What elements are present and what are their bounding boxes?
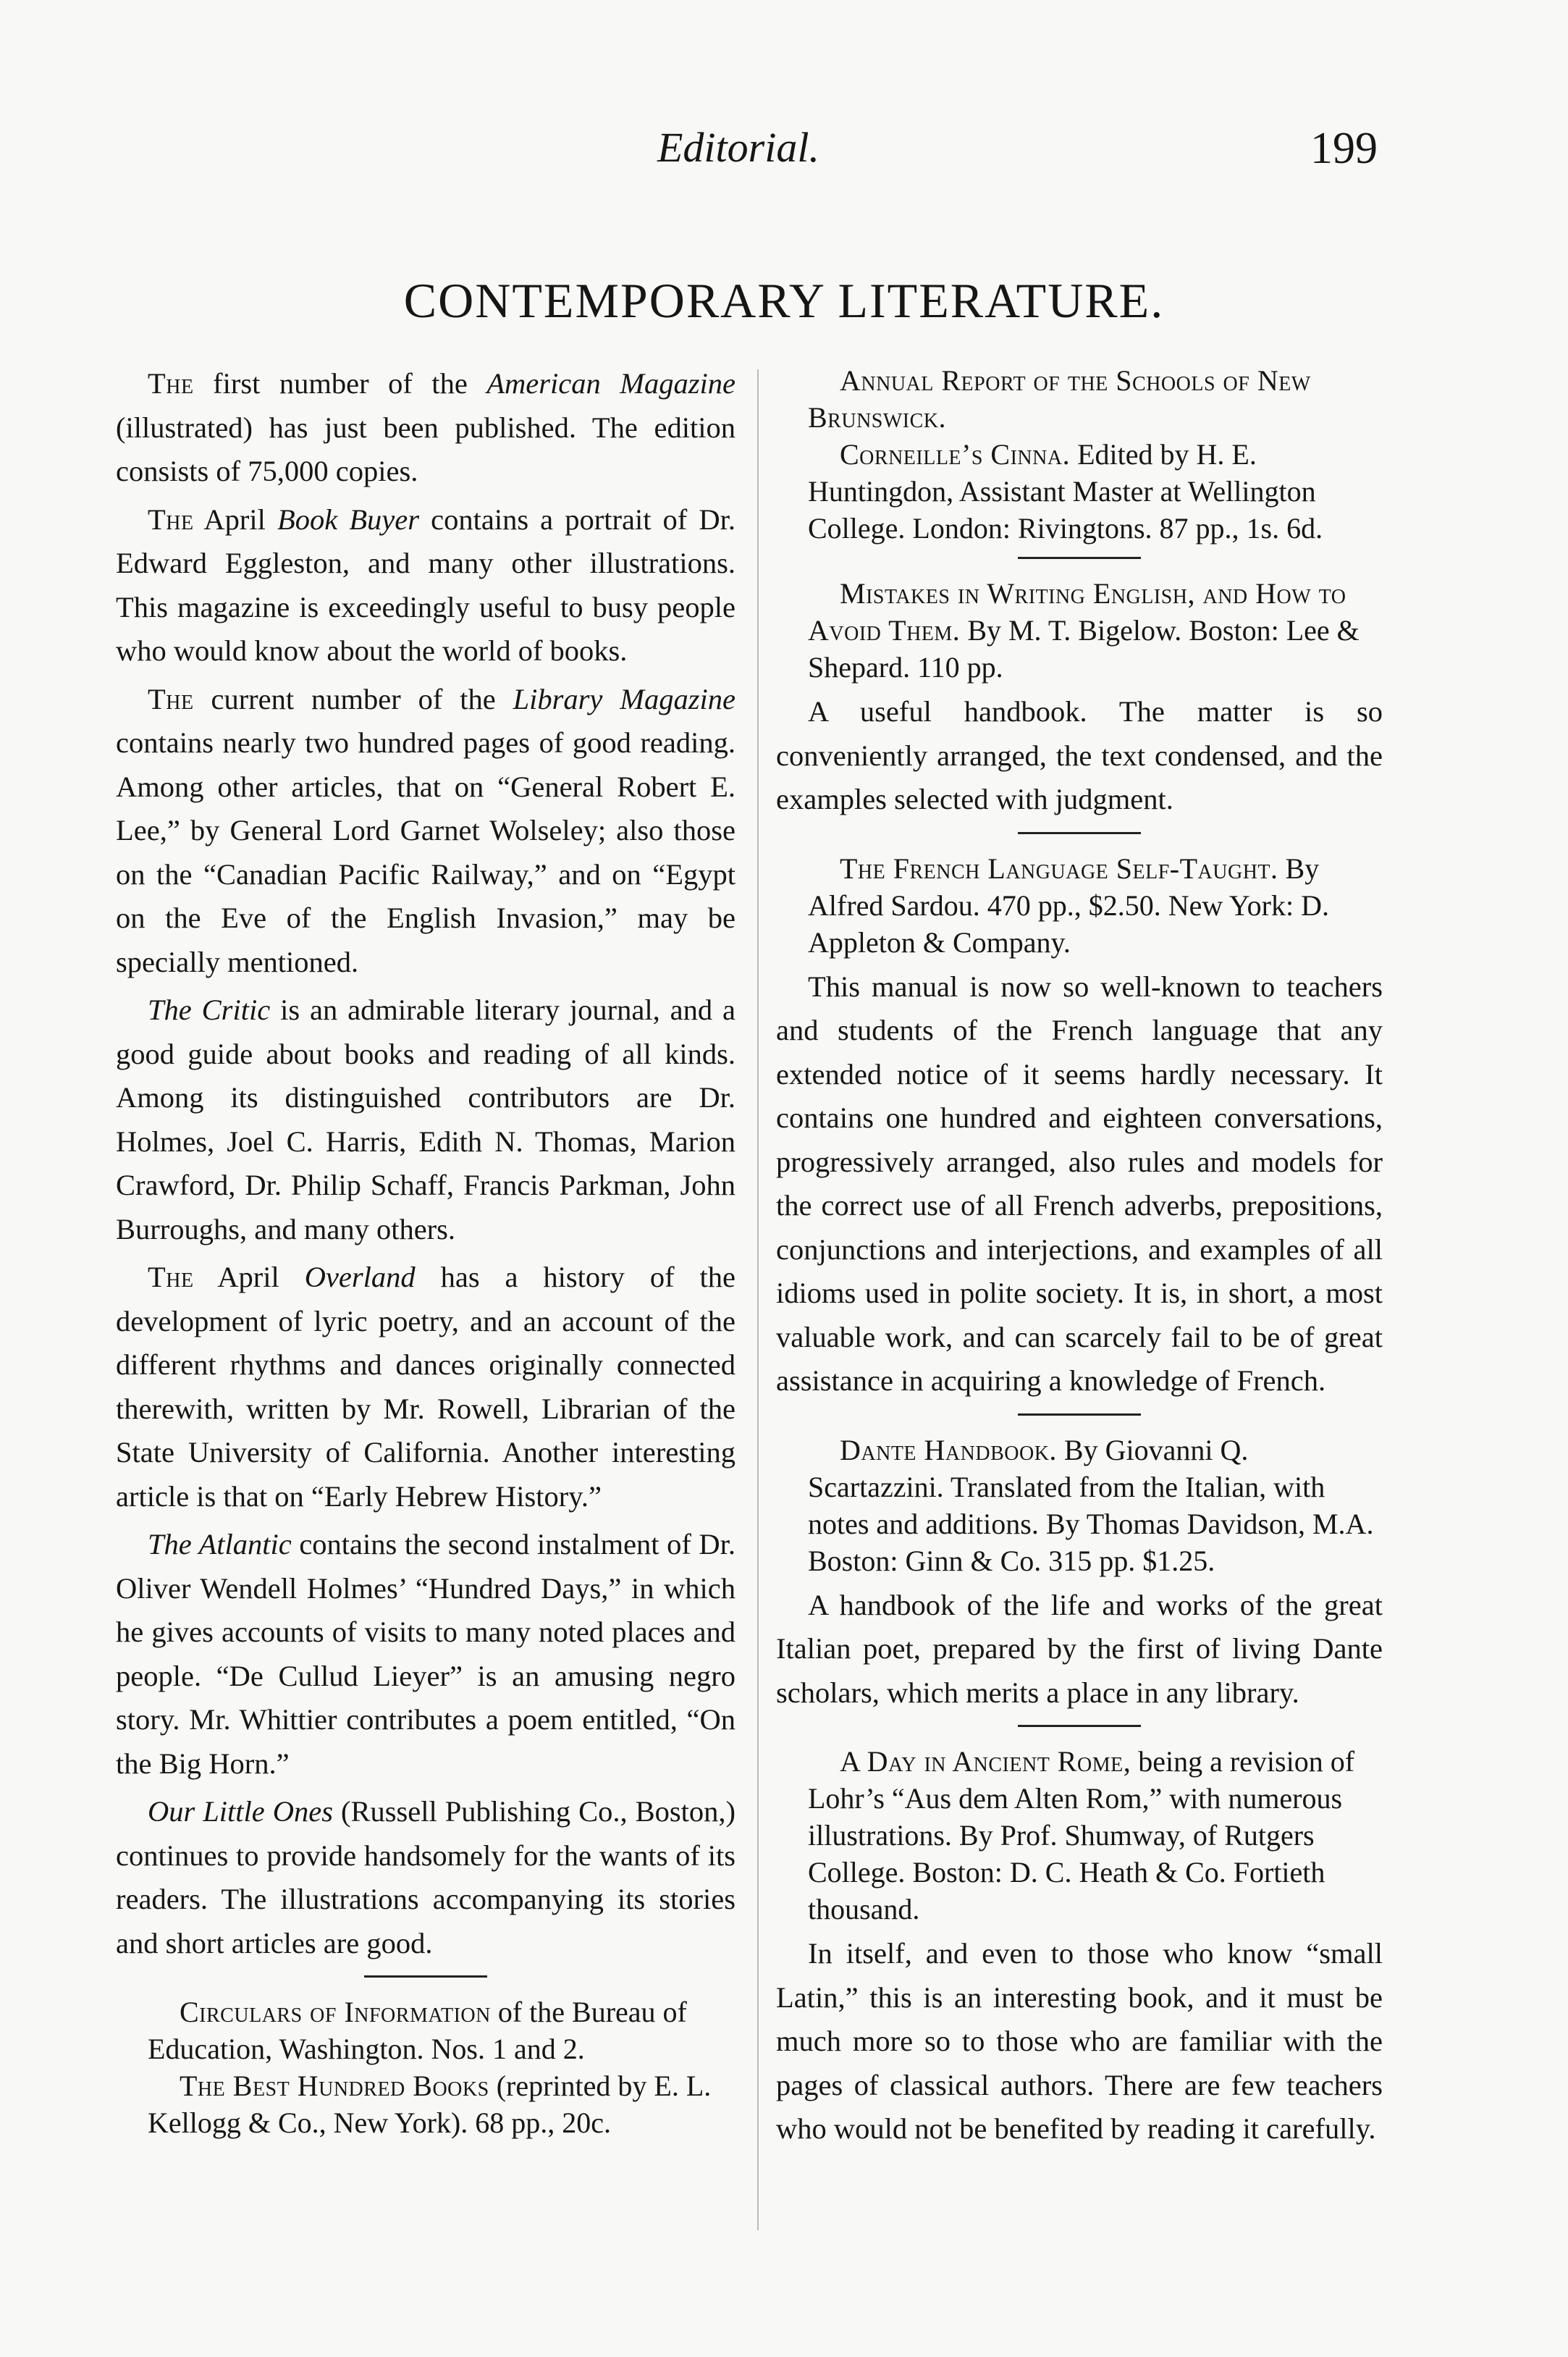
section-rule bbox=[364, 1975, 487, 1978]
notice-the-critic: The Critic is an admirable literary journal, and a good guide about books and reading of all kinds. Among its distinguished contributors are Dr. Holmes, Joel C. Harris, Edith N. Thomas, Marion Crawford, Dr. Philip Schaff, Francis Parkman, John Burroughs, and many others. bbox=[116, 993, 735, 1245]
right-column bbox=[776, 362, 1383, 2151]
entry-corneille-cinna: Corneille’s Cinna. Edited by H. E. Huntingdon, Assistant Master at Wellington College. London: Rivingtons. 87 pp., 1s. 6d. bbox=[808, 438, 1323, 545]
notice-our-little-ones: Our Little Ones (Russell Publishing Co., Boston,) continues to provide handsomely for the wants of its readers. The illustrations accompanying its stories and short articles are good. bbox=[116, 1795, 735, 1959]
entry-circulars-of-information: Circulars of Information of the Bureau of Education, Washington. Nos. 1 and 2. bbox=[148, 1996, 687, 2065]
review-french-language: This manual is now so well-known to teachers and students of the French language that any extended notice of it seems hardly necessary. It contains one hundred and eighteen conversations, progressively arranged, also rules and models for the correct use of all French adverbs, prepositions, conjunctions and interjections, and examples of all idioms used in polite society. It is, in short, a most valuable work, and can scarcely fail to be of great assistance in acquiring a knowledge of French. bbox=[776, 970, 1383, 1397]
notice-book-buyer: The April Book Buyer contains a portrait of Dr. Edward Eggleston, and many other illustrations. This magazine is exceedingly useful to busy people who would know about the world of books. bbox=[116, 503, 735, 667]
entry-best-hundred-books: The Best Hundred Books (reprinted by E. L. Kellogg & Co., New York). 68 pp., 20c. bbox=[148, 2070, 712, 2139]
section-rule bbox=[1018, 1725, 1141, 1727]
running-head bbox=[0, 123, 1568, 188]
section-title: CONTEMPORARY LITERATURE. bbox=[403, 273, 1165, 328]
section-rule bbox=[1018, 1413, 1141, 1416]
entry-day-in-ancient-rome: A Day in Ancient Rome, being a revision of Lohr’s “Aus dem Alten Rom,” with numerous illustrations. By Prof. Shumway, of Rutgers College. Boston: D. C. Heath & Co. Fortieth thousand. bbox=[808, 1745, 1355, 1925]
notice-library-magazine: The current number of the Library Magazine contains nearly two hundred pages of good reading. Among other articles, that on “General Robert E. Lee,” by General Lord Garnet Wolseley; also those on the “Canadian Pacific Railway,” and on “Egypt on the Eve of the English Invasion,” may be specially mentioned. bbox=[116, 682, 736, 978]
notice-american-magazine: The first number of the American Magazine (illustrated) has just been published. The edition consists of 75,000 copies. bbox=[116, 367, 736, 487]
entry-french-language: The French Language Self-Taught. By Alfred Sardou. 470 pp., $2.50. New York: D. Appleton & Company. bbox=[808, 852, 1329, 959]
running-title: Editorial. bbox=[657, 124, 819, 171]
review-dante-handbook: A handbook of the life and works of the great Italian poet, prepared by the first of living Dante scholars, which merits a place in any library. bbox=[776, 1588, 1383, 1709]
column-divider bbox=[757, 369, 759, 2230]
page-number: 199 bbox=[1310, 124, 1378, 173]
entry-dante-handbook: Dante Handbook. By Giovanni Q. Scartazzini. Translated from the Italian, with notes and additions. By Thomas Davidson, M.A. Boston: Ginn & Co. 315 pp. $1.25. bbox=[808, 1433, 1374, 1577]
notice-overland: The April Overland has a history of the development of lyric poetry, and an account of the different rhythms and dances originally connected therewith, written by Mr. Rowell, Librarian of the State University of California. Another interesting article is that on “Early Hebrew History.” bbox=[116, 1261, 735, 1513]
entry-mistakes-in-writing: Mistakes in Writing English, and How to Avoid Them. By M. T. Bigelow. Boston: Lee & Shepard. 110 pp. bbox=[808, 577, 1360, 684]
entry-annual-report: Annual Report of the Schools of New Brunswick. bbox=[808, 364, 1311, 434]
section-rule bbox=[1018, 832, 1141, 834]
review-day-in-ancient-rome: In itself, and even to those who know “small Latin,” this is an interesting book, and it must be much more so to those who are familiar with the pages of classical authors. There are few teachers who would not be benefited by reading it carefully. bbox=[776, 1937, 1383, 2145]
section-rule bbox=[1018, 557, 1141, 559]
notice-the-atlantic: The Atlantic contains the second instalment of Dr. Oliver Wendell Holmes’ “Hundred Days,” in which he gives accounts of visits to many noted places and people. “De Cullud Lieyer” is an amusing negro story. Mr. Whittier contributes a poem entitled, “On the Big Horn.” bbox=[116, 1528, 735, 1780]
left-column bbox=[116, 362, 735, 2141]
review-mistakes-in-writing: A useful handbook. The matter is so conveniently arranged, the text condensed, and the examples selected with judgment. bbox=[776, 695, 1383, 815]
